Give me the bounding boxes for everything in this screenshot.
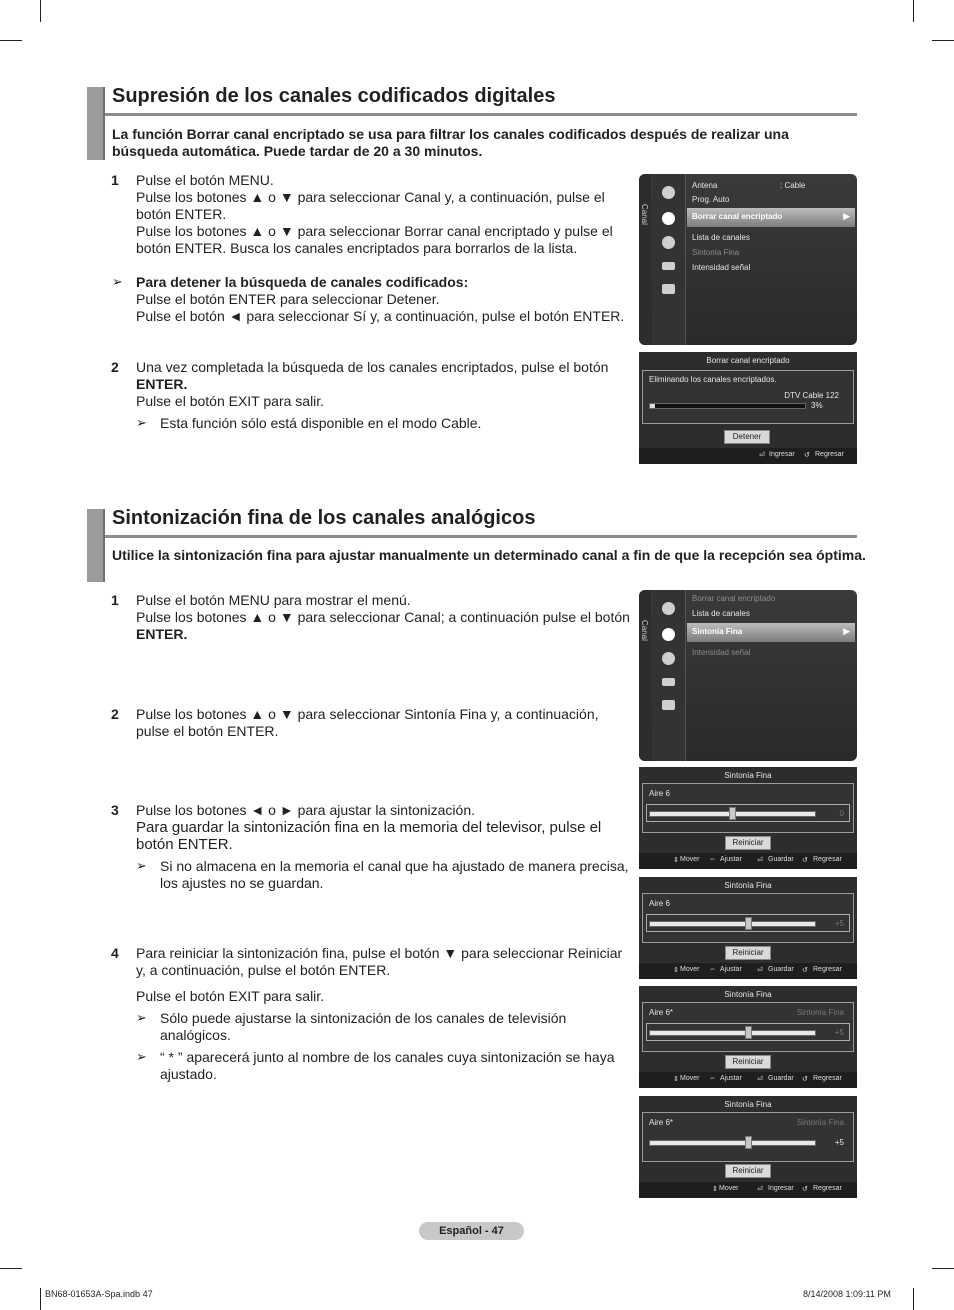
menu-item-signal: Intensidad señal xyxy=(692,648,751,657)
fine-tune-slider[interactable] xyxy=(649,1030,816,1036)
text-line: los ajustes no se guardan. xyxy=(160,875,324,891)
crop-mark xyxy=(932,40,954,41)
channel-icon[interactable] xyxy=(662,628,675,641)
chevron-right-icon: ▶ xyxy=(843,211,850,221)
menu-item-label: Sintonía Fina xyxy=(692,627,743,636)
foot-return-label: Regresar xyxy=(813,966,842,973)
return-icon: ↺ xyxy=(802,967,808,974)
menu-item-channel-list[interactable]: Lista de canales xyxy=(692,609,750,618)
enter-icon: ⏎ xyxy=(757,967,763,974)
note-arrow-icon: ➢ xyxy=(136,1049,147,1064)
left-right-icon: ⇔ xyxy=(709,856,716,863)
menu-item-signal[interactable]: Intensidad señal xyxy=(692,263,751,272)
text-line: y, a continuación, pulse el botón ENTER. xyxy=(136,962,391,978)
fine-tune-slider[interactable] xyxy=(649,921,816,927)
heading-rule xyxy=(105,113,857,116)
crop-mark xyxy=(0,1268,22,1269)
menu-item-selected[interactable] xyxy=(687,208,855,227)
reset-button[interactable]: Reiniciar xyxy=(725,1164,771,1178)
crop-mark xyxy=(913,1288,914,1310)
channel-name: Aire 6 xyxy=(649,789,670,798)
progress-percent: 3% xyxy=(811,401,823,410)
dialog-panel xyxy=(642,1002,854,1052)
text-line: Si no almacena en la memoria el canal que ha ajustado de manera precisa, xyxy=(160,858,629,874)
step-number: 3 xyxy=(111,802,119,818)
foot-enter-label: Ingresar xyxy=(769,451,795,458)
text-line: Pulse el botón ◄ para seleccionar Sí y, a continuación, pulse el botón ENTER. xyxy=(136,308,625,324)
dialog-panel xyxy=(642,783,854,833)
tv-menu-channel xyxy=(639,590,857,761)
heading-bar xyxy=(87,87,105,160)
menu-side xyxy=(639,590,651,761)
foot-save-label: Guardar xyxy=(768,856,794,863)
foot-enter-label: Ingresar xyxy=(768,1185,794,1192)
foot-move-label: Mover xyxy=(719,1185,739,1192)
progress-bar xyxy=(649,403,806,409)
input-icon[interactable] xyxy=(662,262,675,270)
note-arrow-icon: ➢ xyxy=(112,274,123,289)
text-line: Para detener la búsqueda de canales codificados: xyxy=(136,274,469,290)
foot-adjust-label: Ajustar xyxy=(720,1075,742,1082)
dialog-title: Sintonía Fina xyxy=(724,771,772,780)
foot-save-label: Guardar xyxy=(768,1075,794,1082)
foot-return-label: Regresar xyxy=(815,451,844,458)
dialog-footer xyxy=(639,448,857,464)
reset-button[interactable]: Reiniciar xyxy=(725,836,771,850)
menu-side xyxy=(639,174,651,345)
menu-item-channel-list[interactable]: Lista de canales xyxy=(692,233,750,242)
channel-name: Aire 6* xyxy=(649,1008,674,1017)
reset-button[interactable]: Reiniciar xyxy=(725,946,771,960)
tune-value: 0 xyxy=(839,809,844,818)
step-number: 2 xyxy=(111,706,119,722)
enter-icon: ⏎ xyxy=(757,1186,763,1193)
text-line: Pulse los botones ◄ o ► para ajustar la sintonización. xyxy=(136,802,476,818)
text-line: ajustado. xyxy=(160,1066,217,1082)
text-line: Pulse el botón MENU. xyxy=(136,172,274,188)
text-line: Pulse el botón ENTER para seleccionar Detener. xyxy=(136,291,440,307)
tv-menu-channel xyxy=(639,174,857,345)
foot-move-label: Mover xyxy=(680,856,700,863)
text-line: Una vez completada la búsqueda de los canales encriptados, pulse el botón xyxy=(136,359,609,375)
fine-tune-dialog xyxy=(639,1096,857,1198)
dialog-title: Sintonía Fina xyxy=(724,881,772,890)
menu-item-label: Borrar canal encriptado xyxy=(692,212,783,221)
enter-icon: ⏎ xyxy=(757,857,763,864)
fine-tune-dialog xyxy=(639,986,857,1088)
dialog-title: Sintonía Fina xyxy=(724,990,772,999)
crop-mark xyxy=(40,1288,41,1310)
up-down-icon: ⇕ xyxy=(712,1186,718,1193)
return-icon: ↺ xyxy=(802,857,808,864)
picture-icon[interactable] xyxy=(662,186,675,199)
channel-name: Aire 6* xyxy=(649,1118,674,1127)
stop-button[interactable]: Detener xyxy=(724,430,770,444)
text-line: botón ENTER. xyxy=(136,206,227,222)
slider-knob[interactable] xyxy=(745,1136,752,1149)
return-icon: ↺ xyxy=(802,1076,808,1083)
text-line: Pulse el botón EXIT para salir. xyxy=(136,393,325,409)
dialog-footer xyxy=(639,853,857,869)
text-line: Pulse el botón EXIT para salir. xyxy=(136,988,325,1004)
text-line: botón ENTER. xyxy=(136,836,233,853)
foot-move-label: Mover xyxy=(680,1075,700,1082)
section-intro: La función Borrar canal encriptado se usa para filtrar los canales codificados después de realizar una búsqueda automática. Puede tardar de 20 a 30 minutos. xyxy=(112,126,789,159)
note-arrow-icon: ➢ xyxy=(136,858,147,873)
dialog-footer xyxy=(639,1182,857,1198)
up-down-icon: ⇕ xyxy=(673,857,679,864)
text-line: Esta función sólo está disponible en el modo Cable. xyxy=(160,415,482,431)
foot-adjust-label: Ajustar xyxy=(720,856,742,863)
channel-icon[interactable] xyxy=(662,212,675,225)
section-title: Supresión de los canales codificados digitales xyxy=(112,85,556,107)
application-icon[interactable] xyxy=(662,284,675,294)
text-line: Sólo puede ajustarse la sintonización de los canales de televisión xyxy=(160,1010,567,1026)
heading-rule xyxy=(105,535,857,538)
crop-mark xyxy=(0,40,22,41)
slider-knob[interactable] xyxy=(745,917,752,930)
section-title: Sintonización fina de los canales analógicos xyxy=(112,507,536,529)
text-line: Pulse los botones ▲ o ▼ para seleccionar Sintonía Fina y, a continuación, xyxy=(136,706,599,722)
menu-item-auto-program[interactable]: Prog. Auto xyxy=(692,195,730,204)
menu-item-selected[interactable] xyxy=(687,623,855,642)
step-number: 4 xyxy=(111,945,119,961)
dialog-panel xyxy=(642,370,854,424)
dialog-title: Sintonía Fina xyxy=(724,1100,772,1109)
dialog-footer xyxy=(639,1072,857,1088)
text-line: ENTER. xyxy=(136,376,188,392)
fine-tune-slider[interactable] xyxy=(649,1140,816,1146)
return-icon: ↺ xyxy=(804,452,810,459)
text-line: Pulse los botones ▲ o ▼ para seleccionar Canal; a continuación pulse el botón xyxy=(136,609,630,625)
dialog-title: Borrar canal encriptado xyxy=(706,356,790,365)
crop-mark xyxy=(40,0,41,22)
dialog-channel: DTV Cable 122 xyxy=(784,391,839,400)
step-number: 1 xyxy=(111,172,119,188)
menu-item-fine-tune: Sintonía Fina xyxy=(692,248,740,257)
dialog-panel xyxy=(642,1112,854,1162)
text-line: analógicos. xyxy=(160,1027,231,1043)
menu-item-antenna-value: : Cable xyxy=(780,181,806,190)
print-date: 8/14/2008 1:09:11 PM xyxy=(803,1289,891,1299)
text-line: “ * ” aparecerá junto al nombre de los canales cuya sintonización se haya xyxy=(160,1049,615,1065)
note-arrow-icon: ➢ xyxy=(136,415,147,430)
step-number: 1 xyxy=(111,592,119,608)
slider-knob[interactable] xyxy=(729,807,736,820)
settings-gear-icon[interactable] xyxy=(662,652,675,665)
heading-bar xyxy=(87,509,105,582)
foot-return-label: Regresar xyxy=(813,856,842,863)
foot-return-label: Regresar xyxy=(813,1075,842,1082)
tune-value: +5 xyxy=(834,1028,844,1037)
enter-icon: ⏎ xyxy=(757,1076,763,1083)
foot-adjust-label: Ajustar xyxy=(720,966,742,973)
fine-tune-dialog xyxy=(639,877,857,979)
text-line: Pulse los botones ▲ o ▼ para seleccionar Borrar canal encriptado y pulse el xyxy=(136,223,613,239)
page-number-badge: Español - 47 xyxy=(419,1222,524,1240)
settings-gear-icon[interactable] xyxy=(662,236,675,249)
text-line: botón ENTER. Busca los canales encriptados para borrarlos de la lista. xyxy=(136,240,578,256)
menu-side-label: Canal xyxy=(640,204,649,225)
crop-mark xyxy=(913,0,914,22)
tune-value: +5 xyxy=(834,919,844,928)
text-line: Para reiniciar la sintonización fina, pulse el botón ▼ para seleccionar Reiniciar xyxy=(136,945,623,961)
menu-icon-column xyxy=(652,590,686,761)
input-icon[interactable] xyxy=(662,678,675,686)
slider-knob[interactable] xyxy=(745,1026,752,1039)
enter-icon: ⏎ xyxy=(759,452,765,459)
foot-move-label: Mover xyxy=(680,966,700,973)
fine-tune-tag: Sintonía Fina xyxy=(796,1008,844,1017)
up-down-icon: ⇕ xyxy=(673,1076,679,1083)
text-line: ENTER. xyxy=(136,626,188,642)
menu-icon-column xyxy=(652,174,686,345)
progress-fill xyxy=(650,404,655,408)
fine-tune-tag: Sintonía Fina xyxy=(796,1118,844,1127)
menu-item-antenna[interactable]: Antena xyxy=(692,181,718,190)
menu-side-label: Canal xyxy=(640,620,649,641)
crop-mark xyxy=(932,1268,954,1269)
note-arrow-icon: ➢ xyxy=(136,1010,147,1025)
reset-button[interactable]: Reiniciar xyxy=(725,1055,771,1069)
channel-name: Aire 6 xyxy=(649,899,670,908)
left-right-icon: ⇔ xyxy=(709,966,716,973)
foot-save-label: Guardar xyxy=(768,966,794,973)
left-right-icon: ⇔ xyxy=(709,1075,716,1082)
text-line: Para guardar la sintonización fina en la memoria del televisor, pulse el xyxy=(136,819,602,836)
foot-return-label: Regresar xyxy=(813,1185,842,1192)
section-intro: Utilice la sintonización fina para ajustar manualmente un determinado canal a fin de que la recepción sea óptima. xyxy=(112,547,866,563)
step-number: 2 xyxy=(111,359,119,375)
up-down-icon: ⇕ xyxy=(673,967,679,974)
return-icon: ↺ xyxy=(802,1186,808,1193)
menu-item-scramble: Borrar canal encriptado xyxy=(692,594,776,603)
text-line: Pulse los botones ▲ o ▼ para seleccionar Canal y, a continuación, pulse el xyxy=(136,189,605,205)
application-icon[interactable] xyxy=(662,700,675,710)
dialog-status: Eliminando los canales encriptados. xyxy=(649,375,777,384)
dialog-panel xyxy=(642,893,854,943)
file-info: BN68-01653A-Spa.indb 47 xyxy=(45,1289,153,1299)
picture-icon[interactable] xyxy=(662,602,675,615)
tune-value: +5 xyxy=(834,1138,844,1147)
chevron-right-icon: ▶ xyxy=(843,626,850,636)
fine-tune-dialog xyxy=(639,767,857,869)
scramble-dialog xyxy=(639,352,857,464)
dialog-footer xyxy=(639,963,857,979)
text-line: pulse el botón ENTER. xyxy=(136,723,279,739)
text-line: Pulse el botón MENU para mostrar el menú. xyxy=(136,592,411,608)
